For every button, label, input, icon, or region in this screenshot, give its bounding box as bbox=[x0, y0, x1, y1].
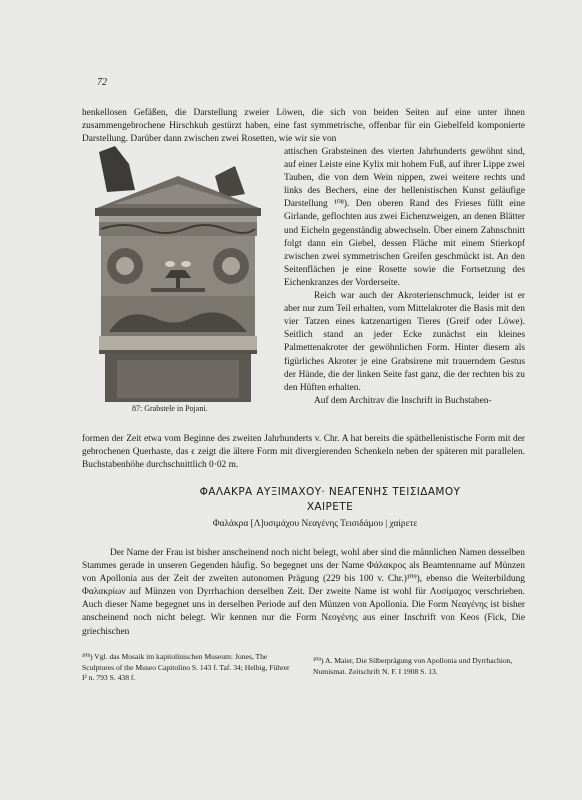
footnote-109: ¹⁰⁹) A. Maier, Die Silberprägung von Apollonia und Dyrrhachion, Numismat. Zeitschrift N. F. I 1908 S. 13. bbox=[313, 656, 513, 676]
footnote-108: ¹⁰⁸) Vgl. das Mosaik im kapitolinischen Museum: Jones, The Sculptures of the Museo Capitolino S. 143 f. Taf. 34; Helbig, Führer I² n. 793 S. 438 f. bbox=[82, 652, 290, 682]
paragraph-intro: henkellosen Gefäßen, die Darstellung zweier Löwen, die sich von beiden Seiten auf eine unter ihnen zusammengebrochene Hirschkuh gestürzt haben, eine fast symmetrische, offenbar für ein Giebelfeld komponierte Darstellung. Darüber dann zwischen zwei Rosetten, wie wir sie von bbox=[82, 108, 525, 145]
figure-grabstele-photo bbox=[95, 146, 261, 402]
inscription-line-2: ΧΑΙΡΕΤΕ bbox=[306, 501, 354, 513]
paragraph-inscription-start: Auf dem Architrav die Inschrift in Buchstaben- bbox=[314, 395, 492, 406]
figure-caption: 87: Grabstele in Pojani. bbox=[132, 404, 208, 413]
inscription-transcription: Φαλάκρα [Λ]υσιμάχου Νεαγένης Τεισιδάμου | χαίρετε bbox=[212, 519, 418, 529]
paragraph-akroteria: Reich war auch der Akroterienschmuck, leider ist er aber nur zum Teil erhalten, vom Mittelakroter die Basis mit den vier Tatzen eines katzenartigen Tieres (Greif oder Löwe). Seitlich stand an jeder Ecke zunächst ein kleines Palmettenakroter der gewöhnlichen Form. Hinter diesem als figürliches Akroter je eine Grabsirene mit trauerndem Gestus der Hände, die der linken Seite fast ganz, die der rechten bis zu den Hüften erhalten. bbox=[284, 291, 525, 393]
paragraph-names: Der Name der Frau ist bisher anscheinend noch nicht belegt, wohl aber sind die männlichen Namen desselben Stammes gerade in unseren Gegenden häufig. So begegnet uns der Name Φάλακρος als Beamtenname auf Münzen von Apollonia aus der Zeit der zweiten autonomen Prägung (229 bis 100 v. Chr.)¹⁰⁹), ebenso die Weiterbildung Φαλακρίων auf Münzen von Dyrrhachion derselben Zeit. Der zweite Name ist wohl für Λυσίμαχος verschrieben. Auch dieser Name begegnet uns in derselben Periode auf den Münzen von Apollonia. Die Form Νεαγένης ist bisher anscheinend noch nicht belegt. Wir kennen nur die Form Νεογένης aus einer Inschrift von Keos (Fick, Die griechischen bbox=[82, 548, 525, 637]
paragraph-inscription-continued: formen der Zeit etwa vom Beginne des zweiten Jahrhunderts v. Chr. A hat bereits die späthellenistische Form mit der gebrochenen Querhaste, das ϵ zeigt die ältere Form mit divergierenden Schenkeln neben der späteren mit parallelen. Buchstabenhöhe durchschnittlich 0·02 m. bbox=[82, 434, 525, 471]
inscription-line-1: ΦΑΛΑΚΡΑ ΑΥΞΙΜΑΧΟΥ· ΝΕΑΓΕΝΗΣ ΤΕΙΣΙΔΑΜΟΥ bbox=[199, 486, 461, 498]
inscription-block bbox=[180, 485, 480, 515]
paragraph-frieze: attischen Grabsteinen des vierten Jahrhunderts gewöhnt sind, auf einer Leiste eine Kylix mit hohem Fuß, auf ihrer Lippe zwei Tauben, die von dem Wein nippen, zwei weitere rechts und links des Bechers, eine der hellenistischen Kunst geläufige Darstellung ¹⁰⁸). Den oberen Rand des Frieses füllt eine Girlande, geflochten aus zwei Eichenzweigen, an denen Blätter und Eicheln gegenständig abwechseln. Über einem Zahnschnitt folgt dann ein Giebel, dessen Fläche mit einem Stierkopf zwischen zwei symmetrischen Greifen geschmückt ist. An den Seitenflächen je eine Rosette sowie die Fortsetzung des Eichenkranzes der Vorderseite. bbox=[284, 147, 525, 288]
right-column-text bbox=[284, 146, 525, 408]
page-number: 72 bbox=[97, 77, 107, 88]
